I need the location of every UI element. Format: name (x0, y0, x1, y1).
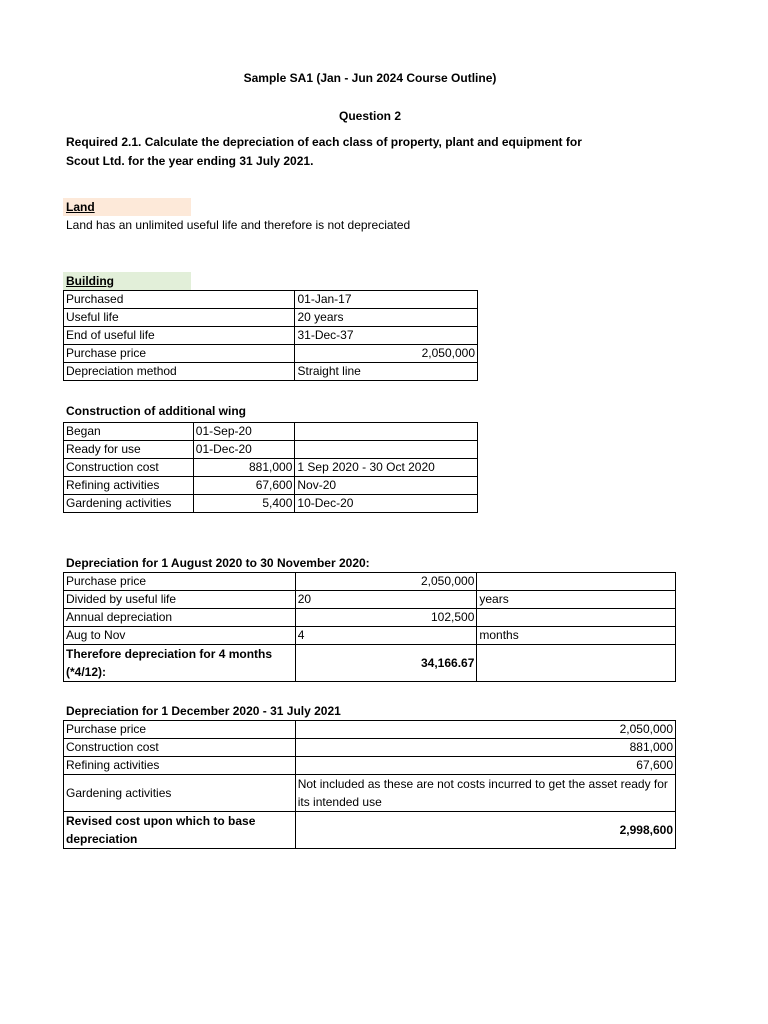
dep2-refining-label: Refining activities (64, 757, 296, 775)
building-method-value: Straight line (295, 363, 478, 381)
refining-value: 67,600 (193, 477, 295, 495)
dep2-gardening-label: Gardening activities (64, 775, 296, 812)
dep1-period-value: 4 (295, 627, 477, 645)
table-row (64, 739, 676, 757)
dep1-useful-life-unit: years (477, 591, 676, 609)
dep1-annual-unit (477, 609, 676, 627)
construction-began-note (295, 423, 478, 441)
gardening-value: 5,400 (193, 495, 295, 513)
land-note: Land has an unlimited useful life and therefore is not depreciated (66, 218, 411, 232)
construction-cost-note: 1 Sep 2020 - 30 Oct 2020 (295, 459, 478, 477)
question-heading: Question 2 (338, 109, 401, 123)
dep1-period-unit: months (477, 627, 676, 645)
required-instructions (66, 133, 626, 171)
document-title: Sample SA1 (Jan - Jun 2024 Course Outline) (243, 71, 497, 85)
building-table (63, 290, 478, 381)
dep2-heading: Depreciation for 1 December 2020 - 31 July 2021 (66, 704, 341, 718)
dep2-refining-value: 67,600 (295, 757, 675, 775)
dep2-gardening-note: Not included as these are not costs incurred to get the asset ready for its intended use (295, 775, 675, 812)
building-heading: Building (63, 272, 191, 290)
dep1-total-empty (477, 645, 676, 682)
table-row (64, 327, 478, 345)
dep1-purchase-price-value: 2,050,000 (295, 573, 477, 591)
construction-began-label: Began (64, 423, 194, 441)
dep1-useful-life-value: 20 (295, 591, 477, 609)
dep1-total-value: 34,166.67 (295, 645, 477, 682)
table-row (64, 477, 478, 495)
land-heading: Land (63, 198, 191, 216)
table-row (64, 495, 478, 513)
table-row (64, 423, 478, 441)
dep1-table (63, 572, 676, 682)
building-method-label: Depreciation method (64, 363, 295, 381)
table-row (64, 645, 676, 682)
dep1-purchase-price-unit (477, 573, 676, 591)
building-end-life-label: End of useful life (64, 327, 295, 345)
dep1-annual-value: 102,500 (295, 609, 477, 627)
gardening-note: 10-Dec-20 (295, 495, 478, 513)
table-row (64, 609, 676, 627)
table-row (64, 757, 676, 775)
required-line-2: Scout Ltd. for the year ending 31 July 2021. (66, 154, 314, 168)
dep2-construction-label: Construction cost (64, 739, 296, 757)
building-purchased-value: 01-Jan-17 (295, 291, 478, 309)
dep1-total-label: Therefore depreciation for 4 months (*4/12): (64, 645, 296, 682)
table-row (64, 345, 478, 363)
building-useful-life-label: Useful life (64, 309, 295, 327)
dep2-purchase-price-label: Purchase price (64, 721, 296, 739)
building-end-life-value: 31-Dec-37 (295, 327, 478, 345)
gardening-label: Gardening activities (64, 495, 194, 513)
table-row (64, 591, 676, 609)
construction-began-value: 01-Sep-20 (193, 423, 295, 441)
table-row (64, 775, 676, 812)
building-purchase-price-label: Purchase price (64, 345, 295, 363)
construction-cost-value: 881,000 (193, 459, 295, 477)
building-useful-life-value: 20 years (295, 309, 478, 327)
dep1-purchase-price-label: Purchase price (64, 573, 296, 591)
table-row (64, 309, 478, 327)
dep2-total-label: Revised cost upon which to base depreciation (64, 812, 296, 849)
dep2-purchase-price-value: 2,050,000 (295, 721, 675, 739)
construction-ready-value: 01-Dec-20 (193, 441, 295, 459)
refining-note: Nov-20 (295, 477, 478, 495)
dep1-useful-life-label: Divided by useful life (64, 591, 296, 609)
table-row (64, 363, 478, 381)
construction-ready-label: Ready for use (64, 441, 194, 459)
table-row (64, 627, 676, 645)
building-purchased-label: Purchased (64, 291, 295, 309)
dep1-annual-label: Annual depreciation (64, 609, 296, 627)
table-row (64, 291, 478, 309)
construction-cost-label: Construction cost (64, 459, 194, 477)
construction-heading: Construction of additional wing (66, 404, 246, 418)
refining-label: Refining activities (64, 477, 194, 495)
dep2-construction-value: 881,000 (295, 739, 675, 757)
table-row (64, 441, 478, 459)
table-row (64, 459, 478, 477)
table-row (64, 812, 676, 849)
dep1-heading: Depreciation for 1 August 2020 to 30 November 2020: (66, 556, 370, 570)
table-row (64, 573, 676, 591)
dep2-total-value: 2,998,600 (295, 812, 675, 849)
required-line-1: Required 2.1. Calculate the depreciation of each class of property, plant and equipment for (66, 135, 582, 149)
table-row (64, 721, 676, 739)
dep1-period-label: Aug to Nov (64, 627, 296, 645)
dep2-table (63, 720, 676, 849)
construction-ready-note (295, 441, 478, 459)
building-purchase-price-value: 2,050,000 (295, 345, 478, 363)
construction-table (63, 422, 478, 513)
